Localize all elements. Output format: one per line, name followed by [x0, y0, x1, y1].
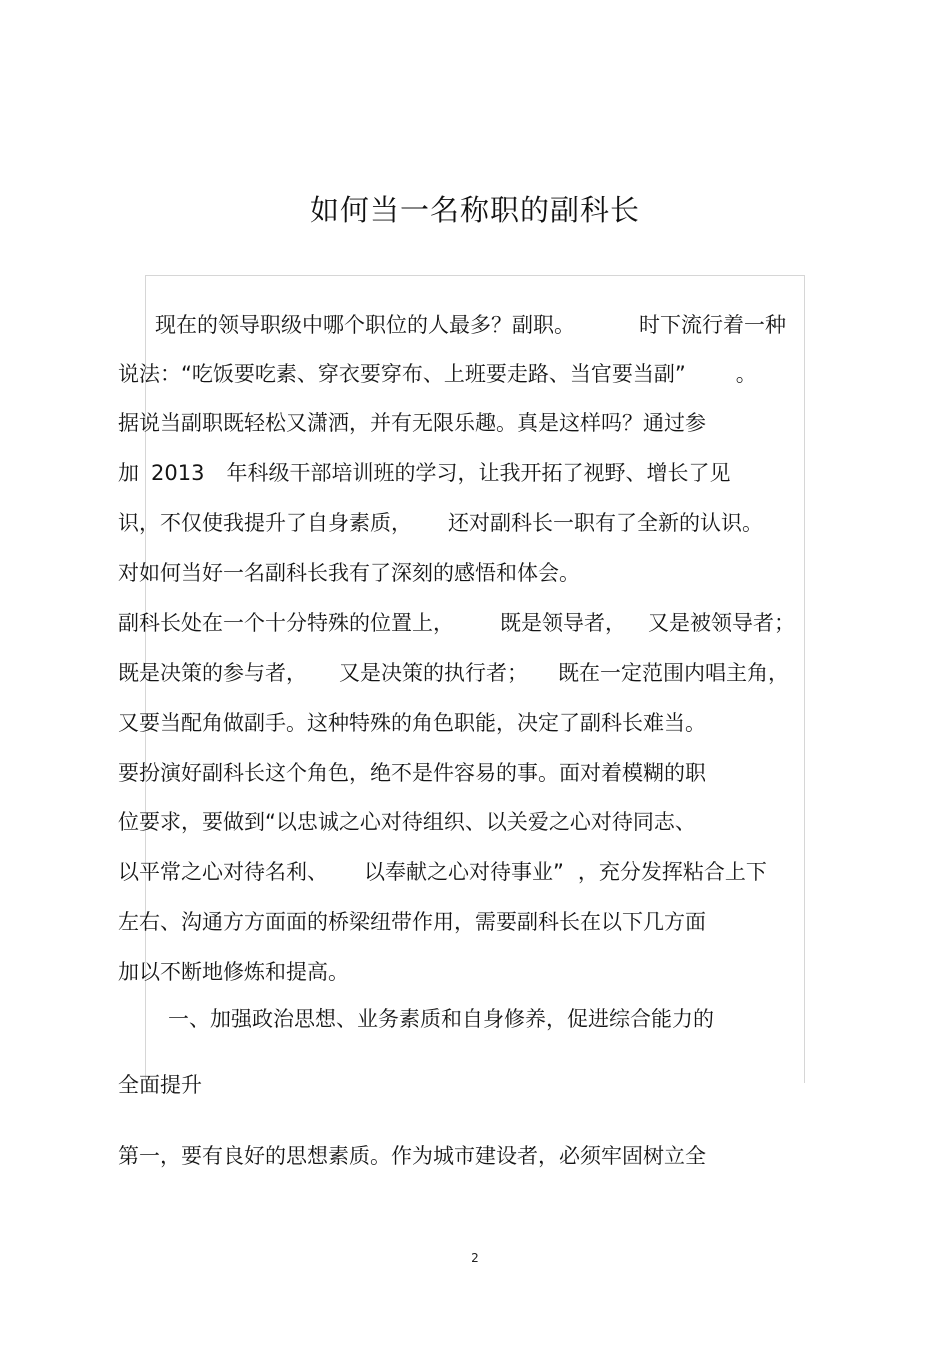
- paragraph-line: [118, 857, 767, 887]
- paragraph-line: [118, 458, 730, 488]
- text-segment: 以平常之心对待名利、: [118, 860, 328, 884]
- paragraph-line: [118, 608, 795, 638]
- text-segment: 说法：“吃饭要吃素、穿衣要穿布、上班要走路、当官要当副”: [118, 362, 686, 386]
- text-segment: 以奉献之心对待事业”: [364, 860, 564, 884]
- paragraph-line: [118, 1141, 706, 1171]
- page-number: 2: [471, 1251, 479, 1265]
- text-segment: 2013: [151, 461, 205, 485]
- text-segment: 又是被领导者；: [648, 611, 795, 635]
- paragraph-line: [118, 708, 706, 738]
- text-segment: 第一，要有良好的思想素质。作为城市建设者，必须牢固树立全: [118, 1144, 706, 1168]
- paragraph-line: [118, 807, 696, 837]
- document-title: 如何当一名称职的副科长: [309, 193, 640, 227]
- paragraph-line: [118, 907, 706, 937]
- text-segment: 现在的领导职级中哪个职位的人最多？副职。: [155, 313, 575, 337]
- text-segment: 要扮演好副科长这个角色，绝不是件容易的事。面对着模糊的职: [118, 761, 706, 785]
- text-segment: 加以不断地修炼和提高。: [118, 960, 349, 984]
- text-segment: 全面提升: [118, 1073, 202, 1097]
- section-heading-continued: [118, 1070, 202, 1100]
- text-segment: 年科级干部培训班的学习，让我开拓了视野、增长了见: [226, 461, 731, 485]
- text-segment: 加: [118, 461, 139, 485]
- text-segment: 时下流行着一种: [639, 313, 786, 337]
- text-segment: 又是决策的执行者；: [339, 661, 528, 685]
- paragraph-line: [155, 310, 786, 340]
- text-segment: 既是领导者，: [500, 611, 626, 635]
- paragraph-line: [118, 558, 580, 588]
- text-segment: 副科长处在一个十分特殊的位置上，: [118, 611, 454, 635]
- text-segment: 既在一定范围内唱主角，: [558, 661, 789, 685]
- section-heading: [168, 1004, 714, 1034]
- text-segment: 既是决策的参与者，: [118, 661, 307, 685]
- text-segment: 对如何当好一名副科长我有了深刻的感悟和体会。: [118, 561, 580, 585]
- paragraph-line: [118, 658, 789, 688]
- text-segment: 一、加强政治思想、业务素质和自身修养，促进综合能力的: [168, 1007, 714, 1031]
- text-segment: ，充分发挥粘合上下: [577, 860, 767, 884]
- text-segment: 识，不仅使我提升了自身素质，: [118, 511, 412, 535]
- text-segment: 又要当配角做副手。这种特殊的角色职能，决定了副科长难当。: [118, 711, 706, 735]
- paragraph-line: [118, 758, 706, 788]
- text-segment: 据说当副职既轻松又潇洒，并有无限乐趣。真是这样吗？通过参: [118, 411, 706, 435]
- text-segment: 。: [735, 362, 757, 386]
- paragraph-line: [118, 957, 349, 987]
- paragraph-line: [118, 359, 757, 389]
- paragraph-line: [118, 408, 706, 438]
- text-segment: 位要求，要做到“以忠诚之心对待组织、以关爱之心对待同志、: [118, 810, 696, 834]
- paragraph-line: [118, 508, 763, 538]
- text-segment: 左右、沟通方方面面的桥梁纽带作用，需要副科长在以下几方面: [118, 910, 706, 934]
- text-segment: 还对副科长一职有了全新的认识。: [448, 511, 763, 535]
